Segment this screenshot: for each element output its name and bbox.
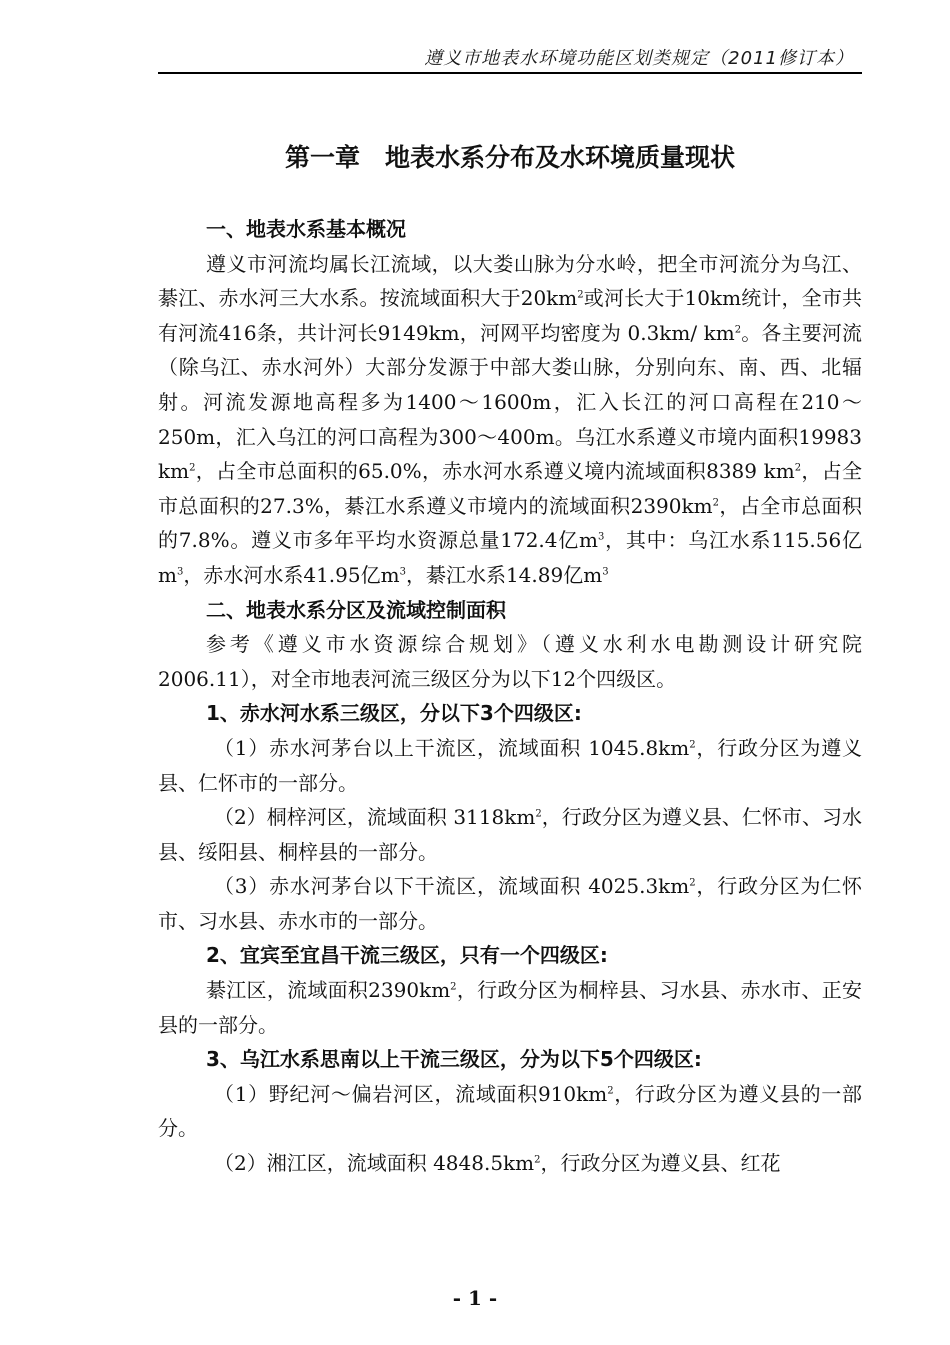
subsection-1-item-2: （2）桐梓河区，流域面积 $3118km^2$，行政分区为遵义县、仁怀市、习水县、绥阳县、桐梓县的一部分。 (158, 805, 862, 864)
subsection-1-item-1: （1）赤水河茅台以上干流区，流域面积 $1045.8km^2$，行政分区为遵义县、仁怀市的一部分。 (158, 735, 863, 795)
subsection-1-item-3: （3）赤水河茅台以下干流区，流域面积 $4025.3km^2$，行政分区为仁怀市、习水县、赤水市的一部分。 (158, 874, 863, 933)
section-1-paragraph: 遵义市河流均属长江流域，以大娄山脉为分水岭，把全市河流分为乌江、綦江、赤水河三大水系。按流域面积大于$20km^2$或河长大于10km统计，全市共有河流416条，共计河长9149km，河网平均密度为 0.3km/ $km^2$。各主要河流（除乌江、赤水河外）大部分发源于中部大娄山脉，分别向东、南、西、北辐射。河流发源地高程多为1400～1600m，汇入长江的河口高程在210～250m，汇入乌江的河口高程为300～400m。乌江水系遵义市境内面积19983 $km^2$，占全市总面积的65.0%，赤水河水系遵义境内流域面积8389 $km^2$，占全市总面积的27.3%，綦江水系遵义市境内的流域面积$2390km^2$，占全市总面积的7.8%。遵义市多年平均水资源总量172.4亿$m^3$，其中：乌江水系115.56亿$m^3$，赤水河水系41.95亿$m^3$，綦江水系14.89亿$m^3$ (158, 251, 863, 587)
chapter-title: 第一章 地表水系分布及水环境质量现状 (284, 143, 735, 172)
subsection-3-item-2: （2）湘江区，流域面积 $4848.5km^2$，行政分区为遵义县、红花 (214, 1151, 781, 1176)
running-header-title: 遵义市地表水环境功能区划类规定（2011修订本） (424, 48, 854, 69)
section-2-heading: 二、地表水系分区及流域控制面积 (206, 597, 506, 622)
subsection-3-item-1: （1）野纪河～偏岩河区，流域面积$910km^2$，行政分区为遵义县的一部分。 (158, 1081, 863, 1141)
subsection-1-heading: 1、赤水河水系三级区，分以下3个四级区: (206, 701, 582, 726)
subsection-2-item-1: 綦江区，流域面积$2390km^2$，行政分区为桐梓县、习水县、赤水市、正安县的一部分。 (158, 978, 863, 1037)
header-rule (158, 72, 862, 74)
page-body (158, 212, 862, 1181)
subsection-2-heading: 2、宜宾至宜昌干流三级区，只有一个四级区: (206, 943, 608, 968)
subsection-3-heading: 3、乌江水系思南以上干流三级区，分为以下5个四级区: (206, 1047, 702, 1072)
section-2-paragraph: 参考《遵义市水资源综合规划》（遵义水利水电勘测设计研究院2006.11），对全市地表河流三级区分为以下12个四级区。 (158, 632, 862, 691)
section-1-heading: 一、地表水系基本概况 (206, 217, 406, 241)
page-number: - 1 - (452, 1286, 498, 1310)
